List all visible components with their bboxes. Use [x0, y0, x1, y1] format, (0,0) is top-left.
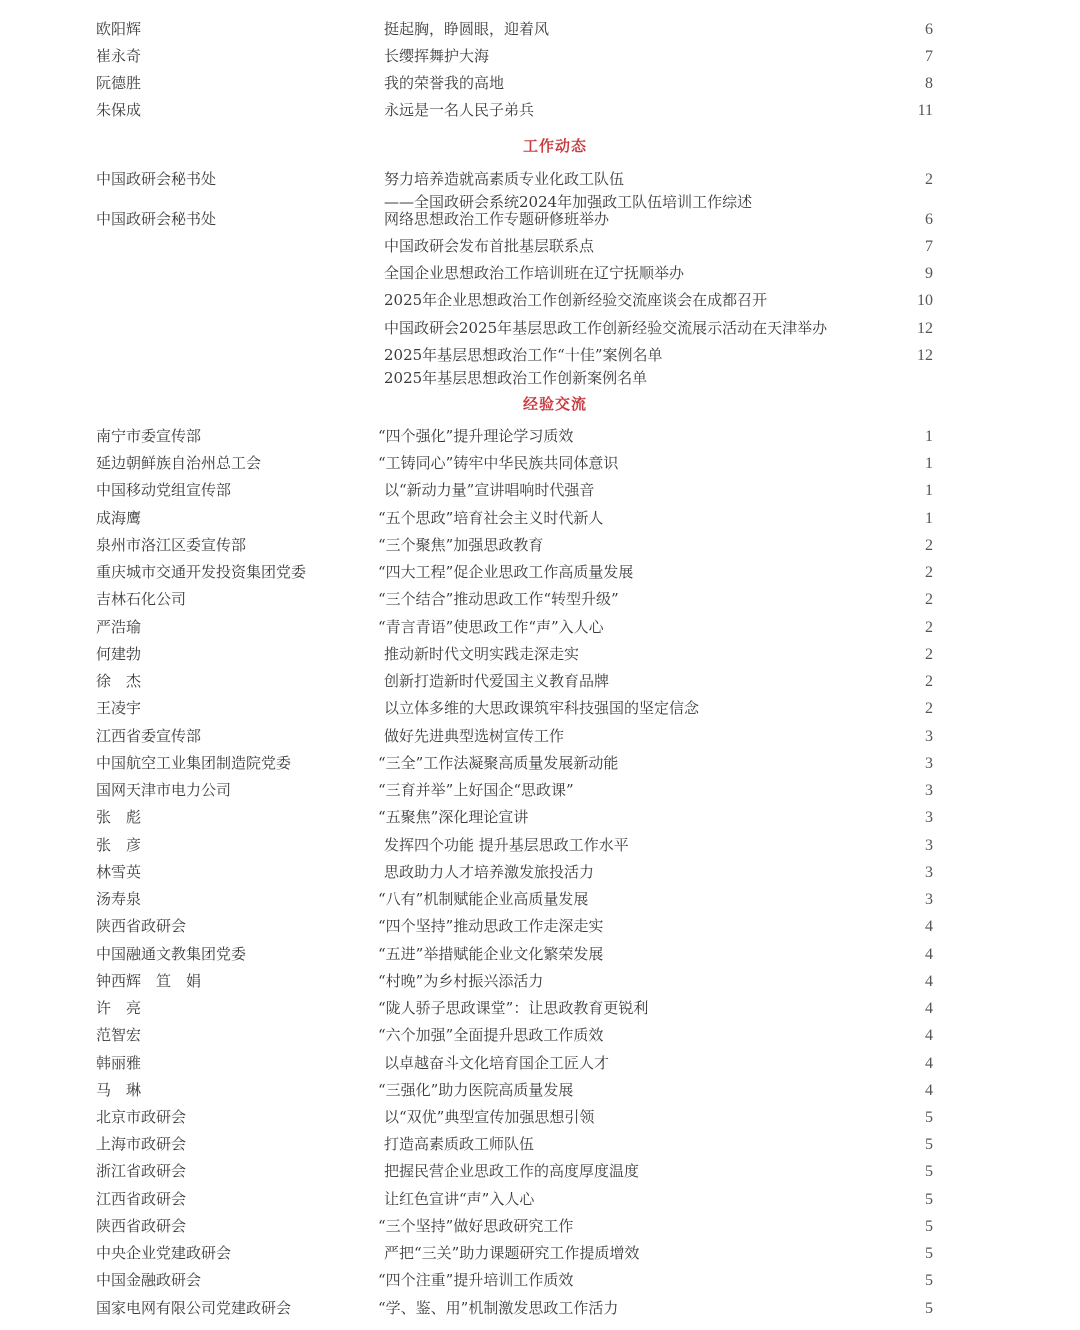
entry-title[interactable]	[384, 1131, 534, 1158]
entry-page-number: 8	[925, 75, 933, 92]
entry-author: 浙江省政研会	[96, 1162, 187, 1180]
entry-title-text: “四大工程”促企业思政工作高质量发展	[378, 563, 634, 581]
toc-entry[interactable]	[0, 342, 1080, 387]
toc-entry[interactable]	[0, 614, 1080, 641]
entry-author: 严浩瑜	[96, 618, 142, 636]
toc-entry[interactable]	[0, 1186, 1080, 1213]
section-heading: 工作动态	[522, 137, 587, 155]
entry-author: 南宁市委宣传部	[96, 427, 202, 445]
entry-title-text: “三强化”助力医院高质量发展	[378, 1081, 574, 1099]
entry-page-number: 5	[925, 1245, 933, 1262]
entry-title[interactable]	[378, 1213, 573, 1240]
toc-entry[interactable]	[0, 505, 1080, 532]
entry-page-number: 6	[925, 211, 933, 228]
entry-author: 上海市政研会	[96, 1135, 187, 1153]
toc-entry[interactable]	[0, 1240, 1080, 1267]
entry-author: 张 彦	[96, 836, 142, 854]
entry-author: 中国政研会秘书处	[96, 210, 217, 228]
entry-title-text: “村晚”为乡村振兴添活力	[378, 972, 544, 990]
entry-title-text: “三个坚持”做好思政研究工作	[378, 1217, 574, 1235]
entry-title[interactable]	[384, 723, 564, 750]
entry-page-number: 3	[925, 864, 933, 881]
entry-title-text: 2025年基层思想政治工作“十佳”案例名单	[384, 346, 663, 364]
entry-author: 朱保成	[96, 101, 142, 119]
entry-title-text: 2025年企业思想政治工作创新经验交流座谈会在成都召开	[384, 291, 768, 309]
entry-title[interactable]	[384, 859, 594, 886]
entry-author: 林雪英	[96, 863, 142, 881]
entry-title[interactable]	[384, 477, 594, 504]
entry-title-text: 中国政研会发布首批基层联系点	[384, 237, 595, 255]
entry-title-text: 推动新时代文明实践走深走实	[384, 645, 580, 663]
entry-title[interactable]	[378, 886, 588, 913]
entry-title[interactable]	[384, 43, 489, 70]
entry-title-text: 永远是一名人民子弟兵	[384, 101, 535, 119]
entry-author: 国网天津市电力公司	[96, 781, 232, 799]
toc-entry[interactable]	[0, 97, 1080, 124]
entry-title[interactable]	[378, 968, 543, 995]
entry-title[interactable]	[378, 450, 618, 477]
entry-page-number: 3	[925, 891, 933, 908]
toc-entry[interactable]	[0, 166, 1080, 211]
toc-entry[interactable]	[0, 968, 1080, 995]
entry-title[interactable]	[378, 913, 603, 940]
entry-title-text: “五进”举措赋能企业文化繁荣发展	[378, 945, 604, 963]
entry-title-text: “三个聚焦”加强思政教育	[378, 536, 544, 554]
entry-title-text: 严把“三关”助力课题研究工作提质增效	[384, 1244, 640, 1262]
entry-page-number: 3	[925, 809, 933, 826]
entry-title[interactable]	[384, 832, 629, 859]
entry-page-number: 12	[917, 320, 933, 337]
entry-title-text: “八有”机制赋能企业高质量发展	[378, 890, 589, 908]
toc-entry[interactable]	[0, 723, 1080, 750]
entry-author: 欧阳辉	[96, 20, 142, 38]
entry-title-text: 以“新动力量”宣讲唱响时代强音	[384, 481, 595, 499]
toc-entry[interactable]	[0, 1050, 1080, 1077]
entry-page-number: 5	[925, 1136, 933, 1153]
toc-entry[interactable]	[0, 1213, 1080, 1240]
entry-title[interactable]	[384, 668, 609, 695]
entry-author: 徐 杰	[96, 672, 142, 690]
entry-title[interactable]	[378, 423, 573, 450]
toc-entry[interactable]	[0, 532, 1080, 559]
entry-author: 中国航空工业集团制造院党委	[96, 754, 292, 772]
entry-page-number: 4	[925, 1027, 933, 1044]
entry-title-text: 全国企业思想政治工作培训班在辽宁抚顺举办	[384, 264, 685, 282]
toc-entry[interactable]	[0, 695, 1080, 722]
entry-author: 江西省政研会	[96, 1190, 187, 1208]
entry-page-number: 4	[925, 918, 933, 935]
toc-entry[interactable]	[0, 586, 1080, 613]
entry-page-number: 5	[925, 1272, 933, 1289]
entry-title-text: 长缨挥舞护大海	[384, 47, 490, 65]
entry-author: 钟西辉 笪 娟	[96, 972, 202, 990]
entry-page-number: 2	[925, 619, 933, 636]
entry-title[interactable]	[384, 641, 579, 668]
entry-title-text: “三育并举”上好国企“思政课”	[378, 781, 574, 799]
entry-title[interactable]	[384, 315, 827, 342]
entry-page-number: 1	[925, 455, 933, 472]
entry-title[interactable]	[384, 695, 699, 722]
entry-title-text: “陇人骄子思政课堂”：让思政教育更锐利	[378, 999, 649, 1017]
entry-title[interactable]	[384, 70, 504, 97]
entry-page-number: 4	[925, 1055, 933, 1072]
entry-title[interactable]	[384, 206, 609, 233]
entry-author: 韩丽雅	[96, 1054, 142, 1072]
entry-title-text: “三全”工作法凝聚高质量发展新动能	[378, 754, 619, 772]
entry-author: 范智宏	[96, 1026, 142, 1044]
entry-title-text: 挺起胸，睁圆眼，迎着风	[384, 20, 550, 38]
entry-page-number: 12	[917, 347, 933, 364]
toc-entry[interactable]	[0, 206, 1080, 233]
entry-page-number: 4	[925, 973, 933, 990]
entry-page-number: 5	[925, 1218, 933, 1235]
entry-title-text: 努力培养造就高素质专业化政工队伍	[384, 170, 625, 188]
entry-title[interactable]	[384, 342, 663, 388]
entry-title[interactable]	[384, 287, 767, 314]
entry-title-text: 以卓越奋斗文化培育国企工匠人才	[384, 1054, 610, 1072]
entry-title-text: 打造高素质政工师队伍	[384, 1135, 535, 1153]
toc-entry[interactable]	[0, 1267, 1080, 1294]
entry-title-text: 思政助力人才培养激发旅投活力	[384, 863, 595, 881]
entry-page-number: 2	[925, 171, 933, 188]
entry-author: 崔永奇	[96, 47, 142, 65]
entry-page-number: 11	[917, 102, 933, 119]
toc-entry[interactable]	[0, 1158, 1080, 1185]
entry-title[interactable]	[378, 777, 574, 804]
entry-page-number: 2	[925, 673, 933, 690]
entry-title[interactable]	[378, 1295, 618, 1322]
toc-entry[interactable]	[0, 559, 1080, 586]
toc-entry[interactable]	[0, 668, 1080, 695]
entry-page-number: 3	[925, 782, 933, 799]
entry-title[interactable]	[384, 1240, 639, 1267]
entry-page-number: 4	[925, 1000, 933, 1017]
toc-entry[interactable]	[0, 260, 1080, 287]
entry-author: 许 亮	[96, 999, 142, 1017]
toc-entry[interactable]	[0, 1295, 1080, 1322]
entry-title-text: “五聚焦”深化理论宣讲	[378, 808, 529, 826]
toc-entry[interactable]	[0, 450, 1080, 477]
entry-title[interactable]	[378, 614, 604, 641]
toc-entry[interactable]	[0, 913, 1080, 940]
entry-author: 王凌宇	[96, 699, 142, 717]
entry-title-text: 发挥四个功能 提升基层思政工作水平	[384, 836, 629, 854]
entry-title[interactable]	[378, 750, 618, 777]
toc-entry[interactable]	[0, 16, 1080, 43]
entry-title[interactable]	[378, 505, 603, 532]
entry-title-text: “学、鉴、用”机制激发思政工作活力	[378, 1299, 619, 1317]
entry-page-number: 5	[925, 1109, 933, 1126]
entry-page-number: 2	[925, 591, 933, 608]
entry-author: 北京市政研会	[96, 1108, 187, 1126]
entry-page-number: 3	[925, 728, 933, 745]
toc-entry[interactable]	[0, 1022, 1080, 1049]
entry-title[interactable]	[384, 260, 684, 287]
entry-author: 阮德胜	[96, 74, 142, 92]
entry-author: 陕西省政研会	[96, 1217, 187, 1235]
entry-title[interactable]	[384, 1050, 609, 1077]
toc-entry[interactable]	[0, 832, 1080, 859]
entry-page-number: 5	[925, 1300, 933, 1317]
entry-title-text: “工铸同心”铸牢中华民族共同体意识	[378, 454, 619, 472]
toc-entry[interactable]	[0, 70, 1080, 97]
entry-page-number: 4	[925, 1082, 933, 1099]
entry-page-number: 2	[925, 646, 933, 663]
entry-author: 中国融通文教集团党委	[96, 945, 247, 963]
entry-page-number: 2	[925, 564, 933, 581]
entry-subtitle: ——全国政研会系统2024年加强政工队伍培训工作综述	[384, 193, 753, 211]
entry-author: 中国移动党组宣传部	[96, 481, 232, 499]
entry-author: 吉林石化公司	[96, 590, 187, 608]
toc-entry[interactable]	[0, 750, 1080, 777]
entry-title[interactable]	[378, 1077, 573, 1104]
toc-entry[interactable]	[0, 1077, 1080, 1104]
entry-page-number: 9	[925, 265, 933, 282]
toc-entry[interactable]	[0, 859, 1080, 886]
entry-page-number: 7	[925, 238, 933, 255]
entry-title-text: “六个加强”全面提升思政工作质效	[378, 1026, 604, 1044]
entry-title[interactable]	[378, 995, 648, 1022]
toc-entry[interactable]	[0, 941, 1080, 968]
entry-page-number: 1	[925, 482, 933, 499]
entry-page-number: 6	[925, 21, 933, 38]
entry-subtitle: 2025年基层思想政治工作创新案例名单	[384, 369, 648, 387]
entry-title[interactable]	[384, 97, 534, 124]
entry-author: 成海鹰	[96, 509, 142, 527]
entry-author: 江西省委宣传部	[96, 727, 202, 745]
entry-author: 汤寿泉	[96, 890, 142, 908]
toc-entry[interactable]	[0, 1131, 1080, 1158]
entry-page-number: 1	[925, 428, 933, 445]
toc-entry[interactable]	[0, 233, 1080, 260]
entry-page-number: 10	[917, 292, 933, 309]
entry-author: 延边朝鲜族自治州总工会	[96, 454, 262, 472]
entry-title-text: 创新打造新时代爱国主义教育品牌	[384, 672, 610, 690]
entry-title-text: “三个结合”推动思政工作“转型升级”	[378, 590, 619, 608]
entry-title[interactable]	[384, 16, 549, 43]
entry-title-text: 让红色宣讲“声”入人心	[384, 1190, 535, 1208]
entry-title[interactable]	[384, 233, 594, 260]
toc-entry[interactable]	[0, 423, 1080, 450]
entry-title[interactable]	[378, 941, 603, 968]
entry-title[interactable]	[378, 804, 528, 831]
entry-title[interactable]	[384, 1104, 594, 1131]
entry-page-number: 5	[925, 1191, 933, 1208]
entry-author: 马 琳	[96, 1081, 142, 1099]
entry-title-text: “青言青语”使思政工作“声”入人心	[378, 618, 604, 636]
entry-page-number: 3	[925, 837, 933, 854]
entry-author: 中央企业党建政研会	[96, 1244, 232, 1262]
entry-title-text: 中国政研会2025年基层思政工作创新经验交流展示活动在天津举办	[384, 319, 828, 337]
toc-entry[interactable]	[0, 641, 1080, 668]
entry-page-number: 3	[925, 755, 933, 772]
entry-title-text: “四个坚持”推动思政工作走深走实	[378, 917, 604, 935]
toc-entry[interactable]	[0, 287, 1080, 314]
entry-author: 中国政研会秘书处	[96, 170, 217, 188]
entry-title-text: “五个思政”培育社会主义时代新人	[378, 509, 604, 527]
entry-author: 陕西省政研会	[96, 917, 187, 935]
entry-title-text: 把握民营企业思政工作的高度厚度温度	[384, 1162, 640, 1180]
entry-title[interactable]	[384, 1186, 534, 1213]
entry-title-text: 以“双优”典型宣传加强思想引领	[384, 1108, 595, 1126]
section-heading: 经验交流	[522, 395, 587, 413]
entry-author: 何建勃	[96, 645, 142, 663]
entry-title-text: 做好先进典型选树宣传工作	[384, 727, 565, 745]
toc-entry[interactable]	[0, 1104, 1080, 1131]
toc-entry[interactable]	[0, 995, 1080, 1022]
entry-author: 重庆城市交通开发投资集团党委	[96, 563, 307, 581]
entry-title-text: 网络思想政治工作专题研修班举办	[384, 210, 610, 228]
toc-entry[interactable]	[0, 886, 1080, 913]
entry-page-number: 2	[925, 537, 933, 554]
entry-page-number: 2	[925, 700, 933, 717]
entry-title-text: “四个强化”提升理论学习质效	[378, 427, 574, 445]
entry-page-number: 7	[925, 48, 933, 65]
entry-title-text: “四个注重”提升培训工作质效	[378, 1271, 574, 1289]
toc-entry[interactable]	[0, 477, 1080, 504]
entry-page-number: 4	[925, 946, 933, 963]
entry-title[interactable]	[378, 1022, 603, 1049]
entry-page-number: 1	[925, 510, 933, 527]
entry-author: 泉州市洛江区委宣传部	[96, 536, 247, 554]
entry-title-text: 我的荣誉我的高地	[384, 74, 505, 92]
toc-entry[interactable]	[0, 315, 1080, 342]
entry-title[interactable]	[378, 1267, 573, 1294]
toc-entry[interactable]	[0, 43, 1080, 70]
toc-entry[interactable]	[0, 804, 1080, 831]
entry-page-number: 5	[925, 1163, 933, 1180]
entry-title[interactable]	[378, 532, 543, 559]
entry-author: 张 彪	[96, 808, 142, 826]
entry-title[interactable]	[378, 559, 633, 586]
entry-author: 中国金融政研会	[96, 1271, 202, 1289]
toc-entry[interactable]	[0, 777, 1080, 804]
entry-author: 国家电网有限公司党建政研会	[96, 1299, 292, 1317]
entry-title[interactable]	[384, 1158, 639, 1185]
entry-title-text: 以立体多维的大思政课筑牢科技强国的坚定信念	[384, 699, 700, 717]
entry-title[interactable]	[378, 586, 619, 613]
